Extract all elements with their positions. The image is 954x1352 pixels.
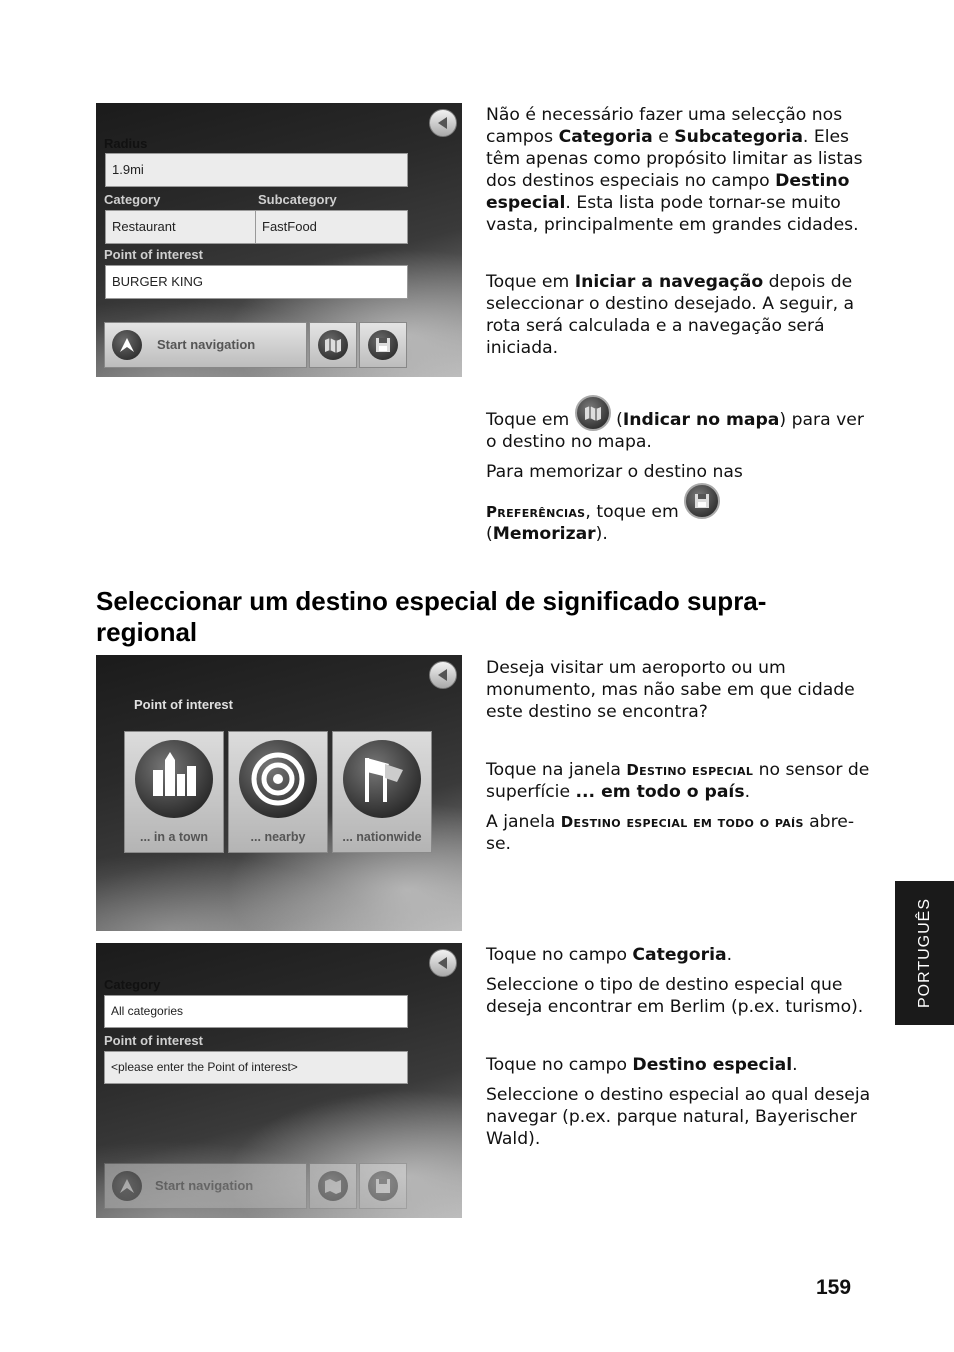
text: ( [486,524,493,544]
text: no sensor de superfície [486,760,870,802]
paragraph-start-navigation [486,271,871,359]
page-number: 159 [816,1276,852,1299]
save-icon [368,330,398,360]
category-label: Category [104,977,161,992]
text: Toque no campo [486,1055,633,1075]
navigation-arrow-icon [112,330,142,360]
tile-nationwide[interactable] [332,731,432,853]
paragraph-select-poi: Seleccione o destino especial ao qual deseja navegar (p.ex. parque natural, Bayerischer Wald). [486,1085,871,1149]
poi-field[interactable]: BURGER KING [105,265,408,299]
back-button[interactable] [429,661,457,689]
save-icon [684,483,720,519]
term-em-todo-o-pais: ... em todo o país [575,782,745,802]
term-indicar-no-mapa: Indicar no mapa [622,410,780,430]
start-navigation-button[interactable] [104,322,307,368]
language-side-tab [895,881,954,1025]
term-destino-especial: Destino especial [626,761,754,779]
category-label: Category [104,192,161,207]
description-block-1 [486,104,871,553]
text: , toque em [585,502,685,522]
text: ( [610,410,623,430]
tile-in-a-town[interactable] [124,731,224,853]
term-destino-especial: Destino especial [632,1055,793,1075]
paragraph-tap-window [486,759,871,803]
paragraph-window-opens [486,811,871,855]
term-iniciar-navegacao: Iniciar a navegação [574,272,764,292]
description-block-2 [486,657,871,863]
text: . [726,945,733,965]
subcategory-label: Subcategory [258,192,337,207]
tile-label: ... in a town [139,830,209,844]
show-on-map-button[interactable] [309,1163,357,1209]
screenshot-poi-category [96,943,462,1218]
text: Toque na janela [486,760,627,780]
city-icon [135,740,213,818]
tile-label: ... nearby [250,830,306,844]
start-navigation-label: Start navigation [155,1178,254,1193]
text: . Eles têm apenas como propósito limitar as listas dos destinos especiais no campo [486,127,863,191]
text: . [792,1055,798,1075]
paragraph-intro: Deseja visitar um aeroporto ou um monumento, mas não sabe em que cidade este destino se encontra? [486,658,855,722]
term-memorizar: Memorizar [492,524,596,544]
text: Para memorizar o destino nas [486,462,743,482]
save-button[interactable] [359,322,407,368]
poi-label: Point of interest [134,697,233,712]
term-destino-especial: Destino especial [486,171,850,213]
back-button[interactable] [429,109,457,137]
radius-label: Radius [104,136,148,151]
screenshot-poi-search [96,103,462,377]
paragraph-show-on-map [486,395,871,453]
map-icon [318,1171,348,1201]
show-on-map-button[interactable] [309,322,357,368]
text: depois de seleccionar o destino desejado. A seguir, a rota será calculada e a navegação será iniciada. [486,272,855,358]
map-icon [318,330,348,360]
term-categoria: Categoria [558,127,653,147]
paragraph-optional-fields [486,104,871,236]
start-navigation-label: Start navigation [157,337,256,352]
poi-label: Point of interest [104,1033,203,1048]
poi-field[interactable]: <please enter the Point of interest> [104,1051,408,1084]
paragraph-tap-poi [486,1054,871,1076]
term-subcategoria: Subcategoria [674,127,803,147]
screenshot-poi-type [96,655,462,931]
term-preferencias: Preferências [486,503,586,521]
navigation-arrow-icon [112,1171,142,1201]
text: ). [595,524,608,544]
text: e [652,127,675,147]
paragraph-save [486,461,871,545]
subcategory-field[interactable]: FastFood [255,210,408,244]
description-block-3 [486,944,871,1158]
text: Não é necessário fazer uma selecção nos campos [486,105,843,147]
paragraph-tap-category [486,944,871,966]
text: ) para ver o destino no mapa. [486,410,864,452]
tile-label: ... nationwide [342,830,422,844]
back-button[interactable] [429,949,457,977]
section-heading: Seleccionar um destino especial de significado supra-regional [96,586,767,647]
language-label: PORTUGUÊS [915,897,933,1009]
text: . [744,782,751,802]
poi-label: Point of interest [104,247,203,262]
save-button[interactable] [359,1163,407,1209]
text: Toque em [486,410,575,430]
map-icon [575,395,611,431]
target-icon [239,740,317,818]
paragraph-select-type: Seleccione o tipo de destino especial que deseja encontrar em Berlim (p.ex. turismo). [486,975,864,1017]
text: . Esta lista pode tornar-se muito vasta, principalmente em grandes cidades. [486,193,859,235]
category-field[interactable]: All categories [104,995,408,1028]
tile-nearby[interactable] [228,731,328,853]
text: abre-se. [486,812,855,854]
text: A janela [486,812,561,832]
radius-field[interactable]: 1.9mi [105,153,408,187]
term-categoria: Categoria [632,945,727,965]
save-icon [368,1171,398,1201]
flags-icon [343,740,421,818]
category-field[interactable]: Restaurant [105,210,255,244]
start-navigation-button[interactable] [104,1163,307,1209]
text: Toque em [486,272,575,292]
text: Toque no campo [486,945,633,965]
term-destino-especial-em-todo-o-pais: Destino especial em todo o país [560,813,804,831]
